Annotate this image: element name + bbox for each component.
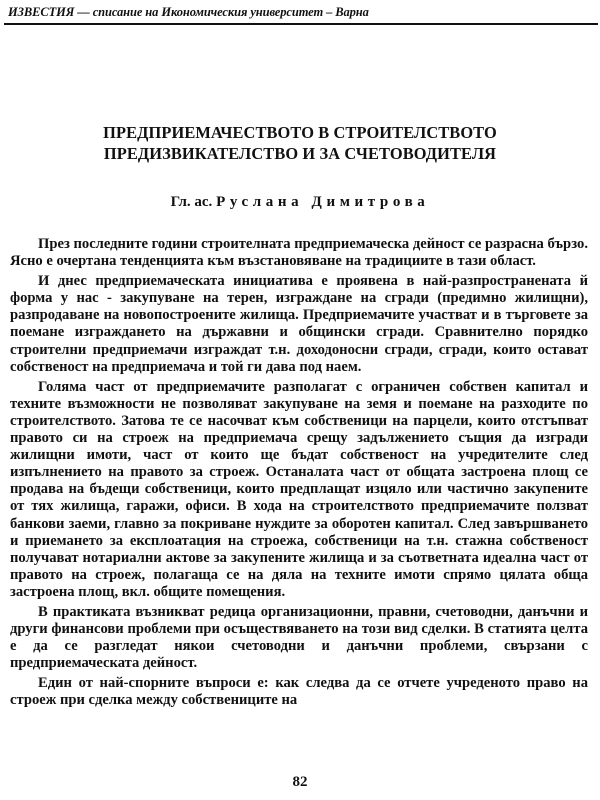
author-prefix: Гл. ас. [170, 194, 213, 210]
paragraph-1: През последните години строителната предприемаческа дейност се разрасна бързо. Ясно е очертана тенденцията към възстановяване на традициите в тази област. [10, 236, 588, 270]
running-header: ИЗВЕСТИЯ — списание на Икономическия университет – Варна [8, 5, 369, 19]
article-author [0, 193, 600, 211]
paragraph-3: Голяма част от предприемачите разполагат с ограничен собствен капитал и техните възможности не позволяват закупуване на земя и поемане на разходите по строителството. Затова те се насочват към собственици на парцели, които отстъпват правото си на строеж на предприемача срещу задължението същия да изгради жилищни имоти, част от които ще бъдат собственост на учредителите след изпълнението на правото за строеж. Останалата част от общата застроена площ се продава на бъдещи собственици, които предплащат изцяло или частично закупените от тях жилища, гаражи, офиси. В хода на строителството предприемачите ползват банкови заеми, главно за покриване нуждите за оборотен капитал. След завършването и приемането за експлоатация на строежа, собственици на т.н. стажна собственост получават нотариални актове за закупените жилища и за съответната идеална част от правото на строеж, полагаща се на дяла на техните имоти спрямо цялата обща застроена площ, вкл. общите помещения. [10, 378, 588, 600]
paragraph-5: Един от най-спорните въпроси е: как следва да се отчете учреденото право на строеж при сделка между собствениците на [10, 675, 588, 709]
article-title-line-2: ПРЕДИЗВИКАТЕЛСТВО И ЗА СЧЕТОВОДИТЕЛЯ [103, 144, 497, 163]
author-name: Руслана Димитрова [216, 194, 430, 210]
paragraph-4: В практиката възникват редица организационни, правни, счетоводни, данъчни и други финансови проблеми при осъществяването на този вид сделки. В статията целта е да се разгледат някои счетоводни и данъчни проблеми, свързани с предприемаческата дейност. [10, 603, 588, 672]
article-title [20, 122, 580, 164]
article-title-line-1: ПРЕДПРИЕМАЧЕСТВОТО В СТРОИТЕЛСТВОТО [103, 123, 497, 142]
article-body [10, 236, 588, 710]
paragraph-2: И днес предприемаческата инициатива е проявена в най-разпространената й форма у нас - закупуване на терен, изграждане на сгради (предимно жилищни), разпродаване на новопостроените жилища. Предприемачите участват и в търговете за поемане изграждането на държавни и общински сгради. Сравнително порядко строителни предприемачи изграждат т.н. доходоносни сгради, сгради, които остават собственост на предприемача и той ги дава под наем. [10, 273, 588, 375]
header-rule [4, 23, 598, 25]
page-number: 82 [292, 774, 308, 790]
